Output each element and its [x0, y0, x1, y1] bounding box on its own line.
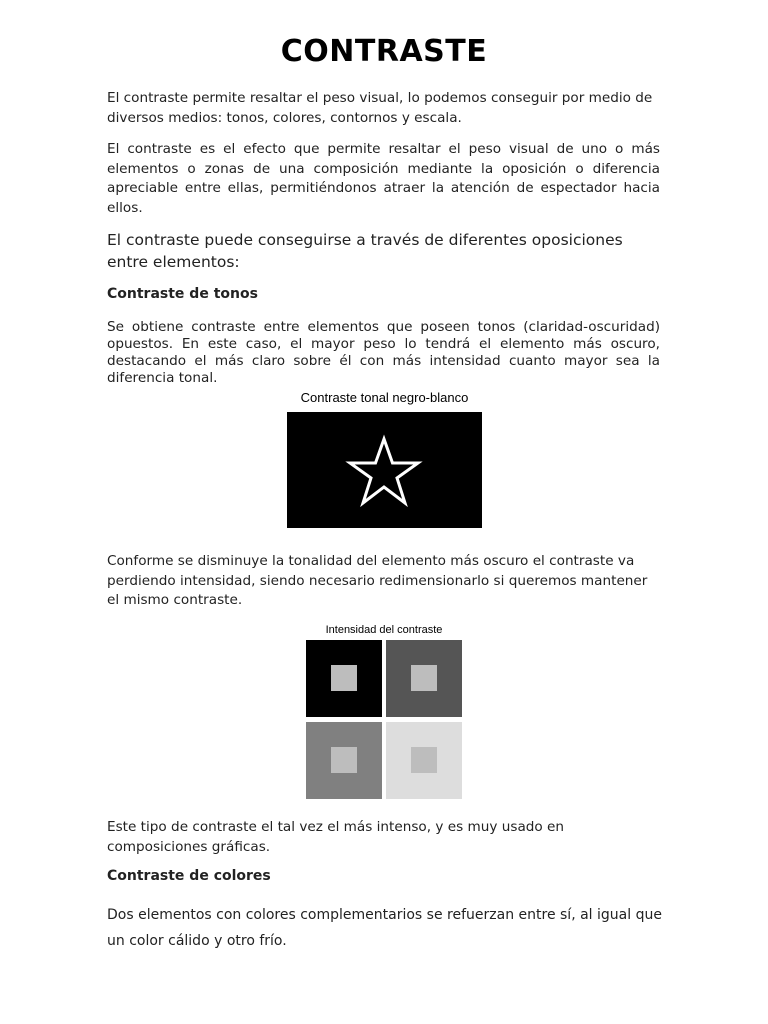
- colores-paragraph: Dos elementos con colores complementarios se refuerzan entre sí, al igual que un color cálido y otro frío.: [107, 907, 662, 949]
- oppositions-paragraph: El contraste puede conseguirse a través de diferentes oposiciones entre elementos:: [107, 231, 623, 271]
- star-figure-caption: Contraste tonal negro-blanco: [300, 390, 469, 405]
- definition-paragraph: El contraste es el efecto que permite resaltar el peso visual de uno o más elementos o zonas de una composición mediante la oposición o diferencia apreciable entre ellas, permitiéndonos atraer la atención de espectador hacia ellos.: [107, 141, 660, 216]
- tonos-paragraph: Se obtiene contraste entre elementos que poseen tonos (claridad-oscuridad) opuestos. En este caso, el mayor peso lo tendrá el elemento más oscuro, destacando el más claro sobre él con más intensidad cuanto mayor sea la diferencia tonal.: [107, 319, 660, 386]
- contrast-cell-mid-gray: [306, 722, 382, 799]
- star-contrast-figure: [287, 412, 482, 528]
- gray-square: [331, 665, 357, 691]
- heading-contraste-tonos: Contraste de tonos: [107, 286, 258, 302]
- contrast-cell-black: [306, 640, 382, 717]
- intro-paragraph: El contraste permite resaltar el peso visual, lo podemos conseguir por medio de diversos medios: tonos, colores, contornos y escala.: [107, 90, 653, 126]
- gray-square: [411, 665, 437, 691]
- contrast-cell-light-gray: [386, 722, 462, 799]
- star-icon: [287, 412, 482, 528]
- tonality-paragraph: Conforme se disminuye la tonalidad del elemento más oscuro el contraste va perdiendo intensidad, siendo necesario redimensionarlo si queremos mantener el mismo contraste.: [107, 553, 648, 608]
- intense-paragraph: Este tipo de contraste el tal vez el más intenso, y es muy usado en composiciones gráficas.: [107, 819, 565, 855]
- contrast-intensity-figure: [306, 640, 462, 800]
- grid-figure-caption: Intensidad del contraste: [325, 624, 443, 636]
- heading-contraste-colores: Contraste de colores: [107, 868, 271, 884]
- contrast-cell-dark-gray: [386, 640, 462, 717]
- gray-square: [331, 747, 357, 773]
- page-title: CONTRASTE: [280, 34, 488, 69]
- gray-square: [411, 747, 437, 773]
